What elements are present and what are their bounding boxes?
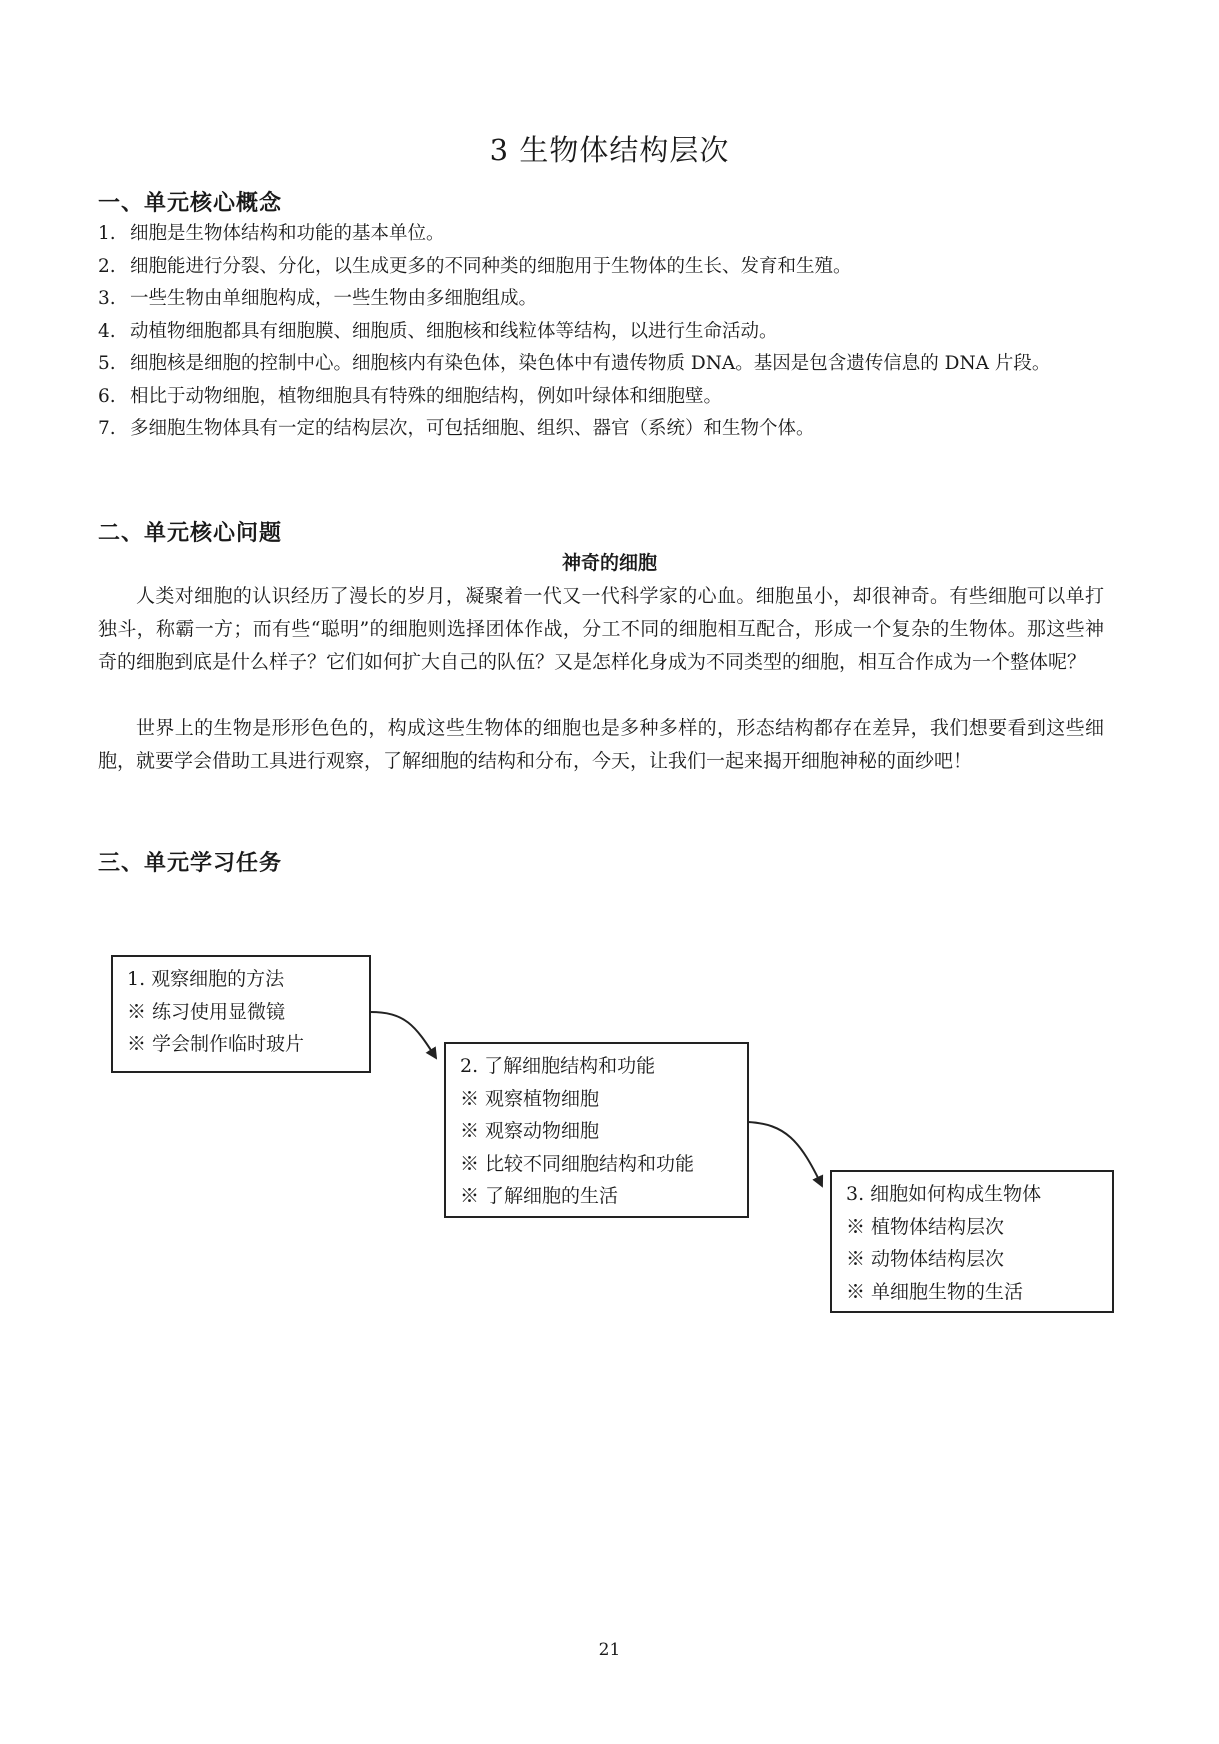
concept-text: 多细胞生物体具有一定的结构层次，可包括细胞、组织、器官（系统）和生物个体。 bbox=[130, 418, 815, 439]
core-question-subtitle: 神奇的细胞 bbox=[561, 552, 657, 574]
task-box-title: 1. 观察细胞的方法 bbox=[127, 968, 285, 990]
task-box-item: ※ 动物体结构层次 bbox=[846, 1248, 1005, 1270]
core-question-paragraph-2: 世界上的生物是形形色色的，构成这些生物体的细胞也是多种多样的，形态结构都存在差异，我们想要看到这些细胞，就要学会借助工具进行观察，了解细胞的结构和分布，今天，让我们一起来揭开细胞神秘的面纱吧！ bbox=[98, 717, 1104, 772]
concept-list bbox=[98, 218, 1108, 446]
concept-text: 细胞是生物体结构和功能的基本单位。 bbox=[130, 223, 445, 244]
task-box-2 bbox=[444, 1042, 749, 1218]
task-box-item: ※ 了解细胞的生活 bbox=[460, 1185, 619, 1207]
concept-number: 2. bbox=[98, 255, 116, 277]
concept-item bbox=[98, 316, 1108, 349]
concept-text: 动植物细胞都具有细胞膜、细胞质、细胞核和线粒体等结构，以进行生命活动。 bbox=[130, 320, 778, 342]
concept-text: 细胞核是细胞的控制中心。细胞核内有染色体，染色体中有遗传物质 DNA。基因是包含遗传信息的 DNA 片段。 bbox=[130, 353, 1051, 374]
concept-text: 一些生物由单细胞构成，一些生物由多细胞组成。 bbox=[130, 288, 538, 309]
task-box-item: ※ 练习使用显微镜 bbox=[127, 1000, 286, 1023]
page-title: 3 生物体结构层次 bbox=[489, 133, 730, 167]
concept-text: 相比于动物细胞，植物细胞具有特殊的细胞结构，例如叶绿体和细胞壁。 bbox=[130, 385, 723, 407]
task-box-item: ※ 观察植物细胞 bbox=[460, 1087, 600, 1110]
concept-number: 7. bbox=[98, 418, 116, 439]
task-box-title: 2. 了解细胞结构和功能 bbox=[460, 1055, 656, 1077]
section-heading-questions: 二、单元核心问题 bbox=[98, 521, 283, 546]
section-heading-concepts: 一、单元核心概念 bbox=[98, 191, 283, 216]
page-number: 21 bbox=[598, 1640, 621, 1660]
concept-item bbox=[98, 413, 1108, 446]
task-box-1 bbox=[111, 955, 371, 1073]
task-box-item: ※ 比较不同细胞结构和功能 bbox=[460, 1152, 695, 1175]
core-question-paragraph-1: 人类对细胞的认识经历了漫长的岁月，凝聚着一代又一代科学家的心血。细胞虽小，却很神奇。有些细胞可以单打独斗，称霸一方；而有些“聪明”的细胞则选择团体作战，分工不同的细胞相互配合，形成一个复杂的生物体。那这些神奇的细胞到底是什么样子？它们如何扩大自己的队伍？又是怎样化身成为不同类型的细胞，相互合作成为一个整体呢？ bbox=[98, 585, 1104, 673]
arrow-2-to-3 bbox=[748, 1122, 822, 1186]
concept-item bbox=[98, 348, 1108, 381]
concept-item bbox=[98, 381, 1108, 414]
concept-number: 1. bbox=[98, 223, 116, 244]
task-box-item: ※ 观察动物细胞 bbox=[460, 1120, 600, 1142]
concept-item bbox=[98, 283, 1108, 316]
concept-number: 3. bbox=[98, 288, 116, 309]
concept-number: 5. bbox=[98, 353, 116, 374]
concept-text: 细胞能进行分裂、分化，以生成更多的不同种类的细胞用于生物体的生长、发育和生殖。 bbox=[130, 255, 852, 277]
concept-item bbox=[98, 218, 1108, 251]
concept-number: 4. bbox=[98, 320, 116, 342]
task-box-title: 3. 细胞如何构成生物体 bbox=[846, 1183, 1042, 1205]
arrow-1-to-2 bbox=[370, 1012, 436, 1058]
task-box-3 bbox=[830, 1170, 1114, 1313]
section-heading-tasks: 三、单元学习任务 bbox=[98, 851, 283, 876]
task-box-item: ※ 单细胞生物的生活 bbox=[846, 1280, 1024, 1303]
task-box-item: ※ 植物体结构层次 bbox=[846, 1215, 1005, 1238]
task-box-item: ※ 学会制作临时玻片 bbox=[127, 1033, 305, 1055]
concept-item bbox=[98, 251, 1108, 284]
concept-number: 6. bbox=[98, 385, 116, 407]
